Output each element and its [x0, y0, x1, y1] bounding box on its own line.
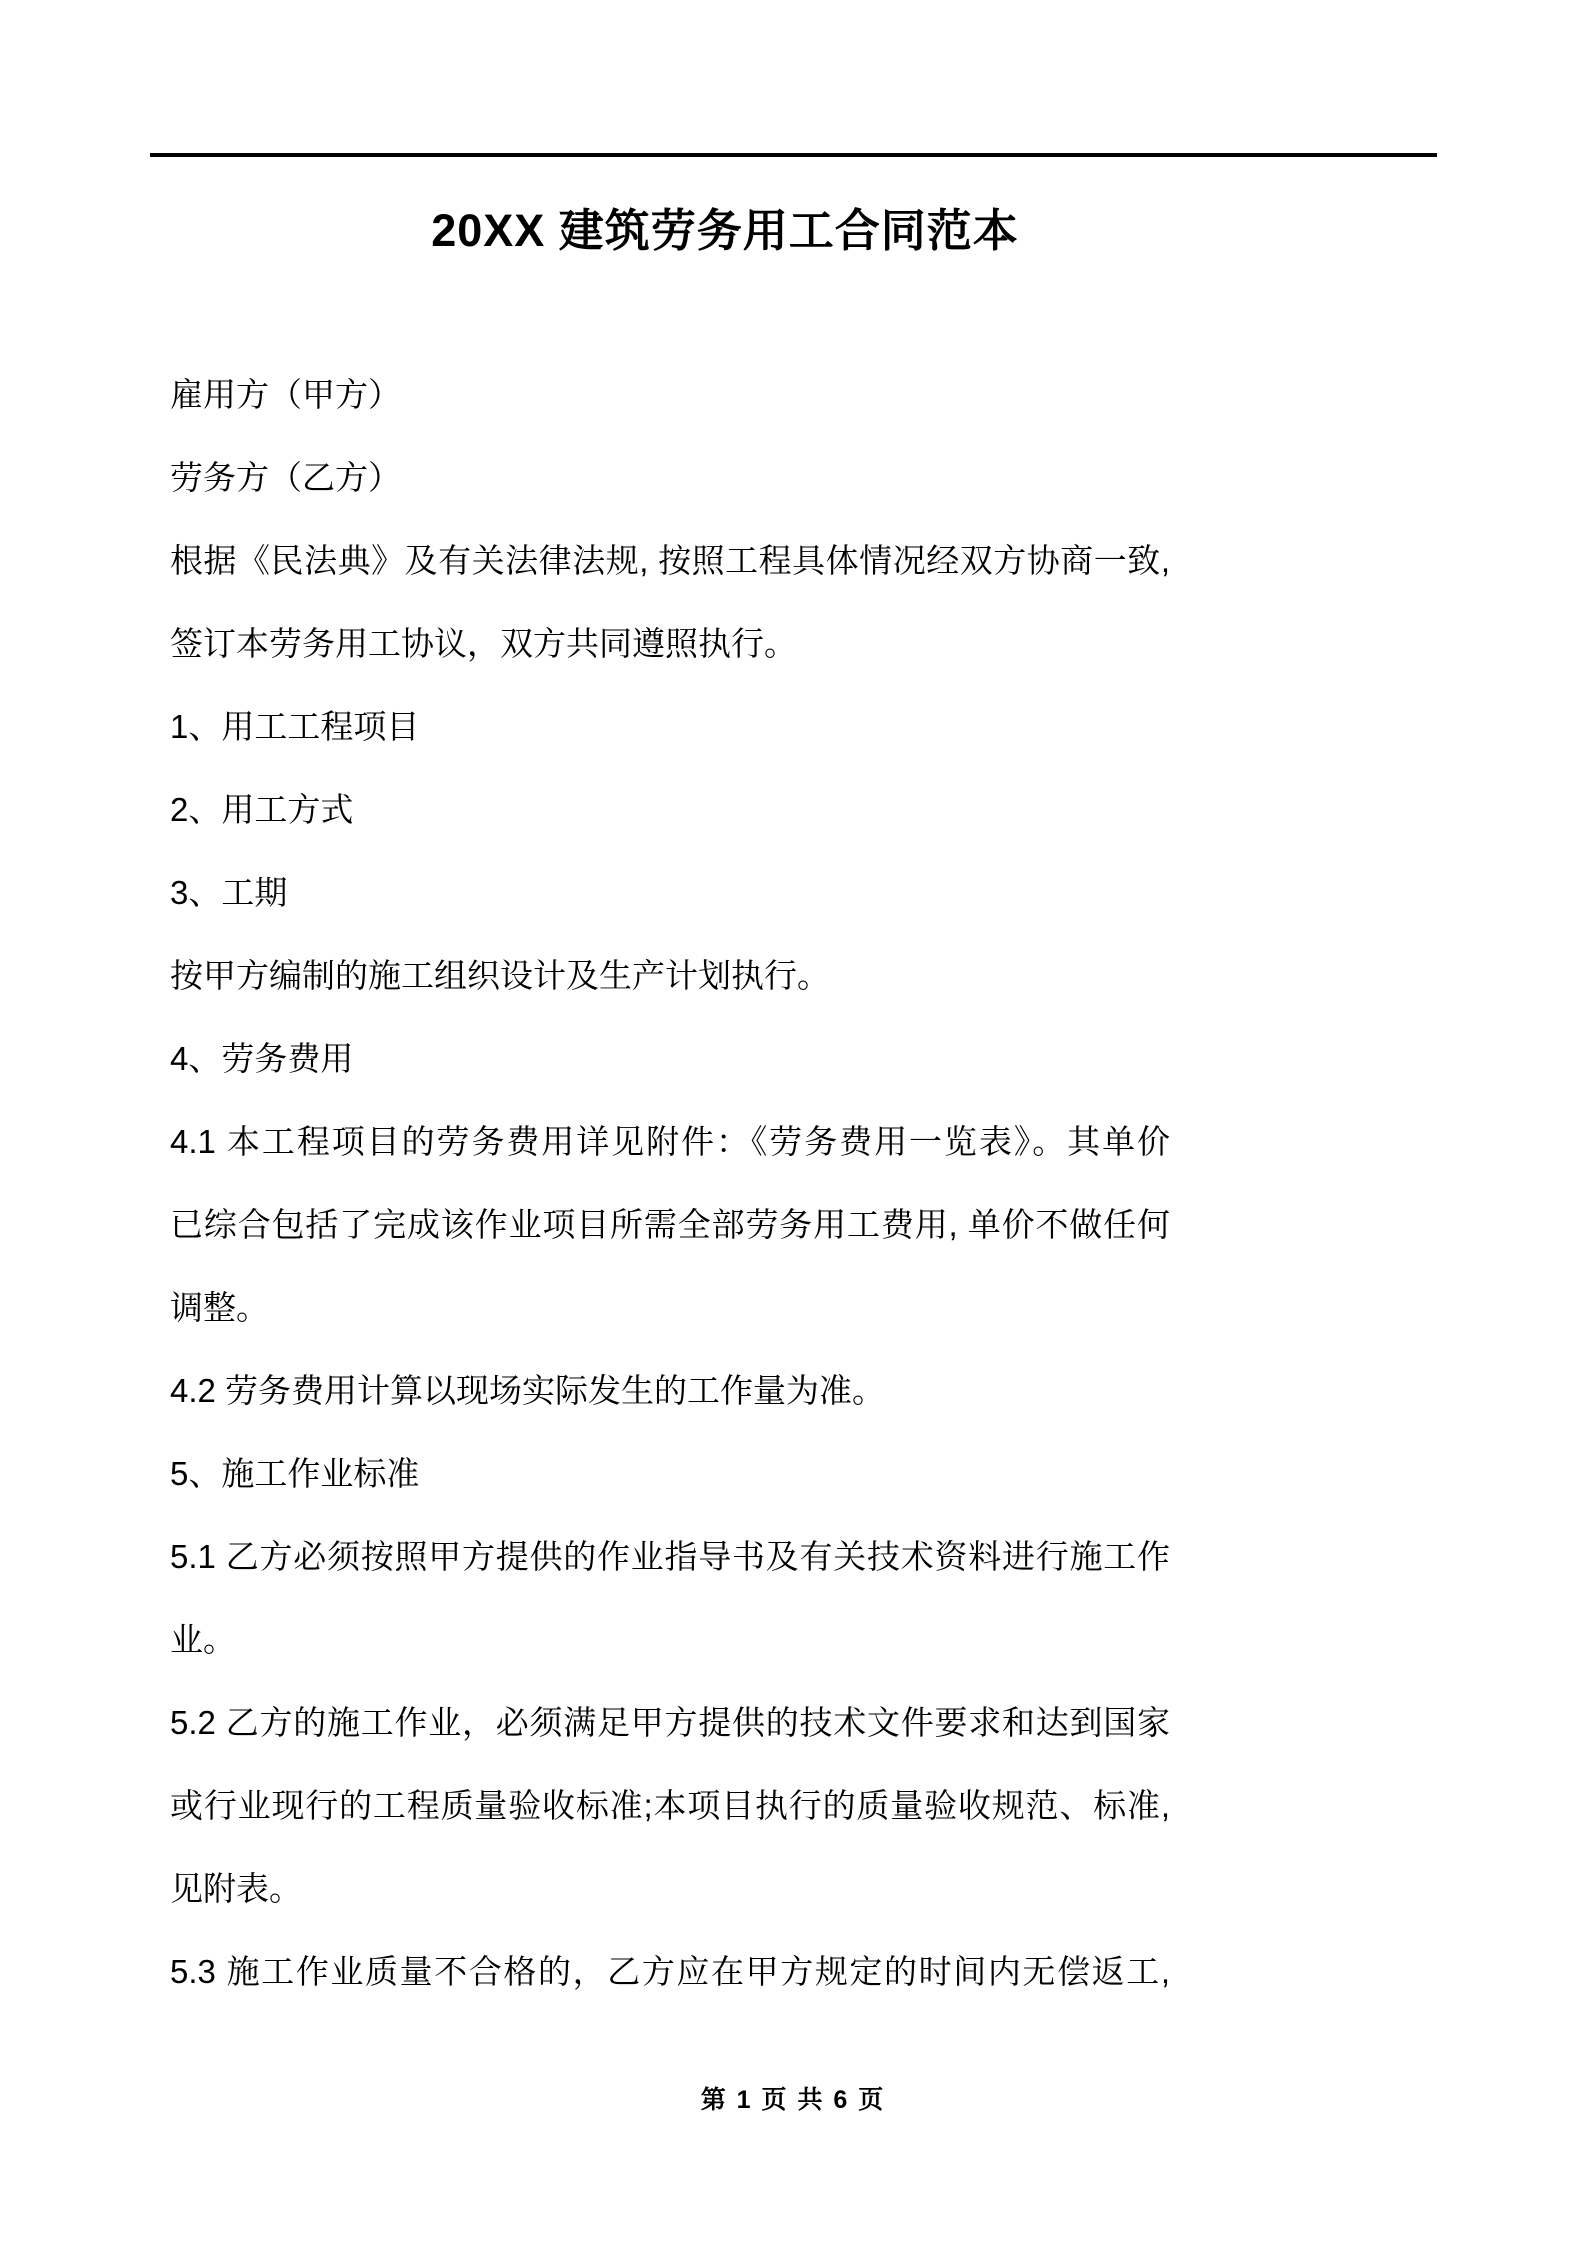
document-line: 业。 — [170, 1621, 236, 1658]
document-line: 2、用工方式 — [170, 791, 354, 828]
document-line: 4.1 本工程项目的劳务费用详见附件：《劳务费用一览表》。其单价 — [170, 1123, 1170, 1160]
page-number-footer: 第 1 页 共 6 页 — [700, 2086, 886, 2114]
document-line: 见附表。 — [170, 1870, 302, 1907]
document-line: 3、工期 — [170, 874, 288, 911]
document-line: 1、用工工程项目 — [170, 708, 420, 745]
document-body — [170, 353, 1170, 2013]
document-line: 按甲方编制的施工组织设计及生产计划执行。 — [170, 957, 830, 994]
document-line: 4、劳务费用 — [170, 1040, 354, 1077]
document-line: 雇用方（甲方） — [170, 376, 401, 413]
document-line: 4.2 劳务费用计算以现场实际发生的工作量为准。 — [170, 1372, 886, 1409]
document-line: 5.2 乙方的施工作业，必须满足甲方提供的技术文件要求和达到国家 — [170, 1704, 1170, 1741]
document-title: 20XX 建筑劳务用工合同范本 — [431, 205, 1019, 256]
document-line: 调整。 — [170, 1289, 269, 1326]
document-line: 劳务方（乙方） — [170, 459, 401, 496]
document-line: 5.3 施工作业质量不合格的，乙方应在甲方规定的时间内无偿返工, — [170, 1953, 1170, 1990]
document-line: 或行业现行的工程质量验收标准;本项目执行的质量验收规范、标准, — [170, 1787, 1170, 1824]
document-line: 5.1 乙方必须按照甲方提供的作业指导书及有关技术资料进行施工作 — [170, 1538, 1170, 1575]
document-line: 5、施工作业标准 — [170, 1455, 420, 1492]
document-line: 根据《民法典》及有关法律法规, 按照工程具体情况经双方协商一致, — [170, 542, 1170, 579]
document-line: 签订本劳务用工协议，双方共同遵照执行。 — [170, 625, 797, 662]
document-line: 已综合包括了完成该作业项目所需全部劳务用工费用, 单价不做任何 — [170, 1206, 1170, 1243]
header-rule-divider — [150, 153, 1437, 157]
